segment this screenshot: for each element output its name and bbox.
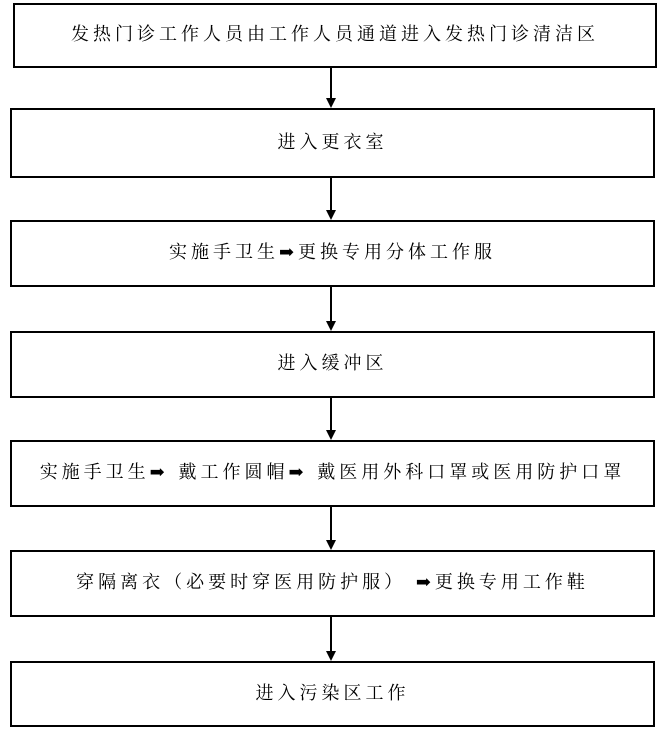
arrow-head-icon (326, 651, 336, 661)
flow-connector-arrow-3 (325, 287, 337, 331)
arrow-head-icon (326, 540, 336, 550)
arrow-shaft (330, 617, 332, 651)
flow-step-6-label: 穿隔离衣（必要时穿医用防护服） ➡更换专用工作鞋 (76, 572, 589, 594)
arrow-head-icon (326, 321, 336, 331)
flow-step-7-label: 进入污染区工作 (255, 682, 410, 704)
flow-step-2 (10, 108, 655, 178)
arrow-shaft (330, 398, 332, 430)
arrow-head-icon (326, 98, 336, 108)
flow-step-5-label: 实施手卫生➡ 戴工作圆帽➡ 戴医用外科口罩或医用防护口罩 (39, 462, 626, 484)
flow-step-7 (10, 661, 655, 727)
flow-step-2-label: 进入更衣室 (277, 131, 388, 153)
flow-step-3-label: 实施手卫生➡更换专用分体工作服 (168, 242, 497, 264)
arrow-shaft (330, 178, 332, 210)
arrow-head-icon (326, 210, 336, 220)
arrow-shaft (330, 507, 332, 540)
flow-connector-arrow-5 (325, 507, 337, 550)
flow-step-4 (10, 331, 655, 398)
flow-step-1-label: 发热门诊工作人员由工作人员通道进入发热门诊清洁区 (71, 24, 599, 46)
flow-step-1 (13, 3, 657, 68)
flow-step-4-label: 进入缓冲区 (277, 353, 388, 375)
flow-step-5 (10, 440, 655, 507)
flow-connector-arrow-4 (325, 398, 337, 440)
arrow-shaft (330, 67, 332, 98)
flow-connector-arrow-1 (325, 67, 337, 108)
flow-step-3 (10, 220, 655, 287)
flow-connector-arrow-6 (325, 617, 337, 661)
flow-connector-arrow-2 (325, 178, 337, 220)
flow-step-6 (10, 550, 655, 617)
arrow-shaft (330, 287, 332, 321)
arrow-head-icon (326, 430, 336, 440)
